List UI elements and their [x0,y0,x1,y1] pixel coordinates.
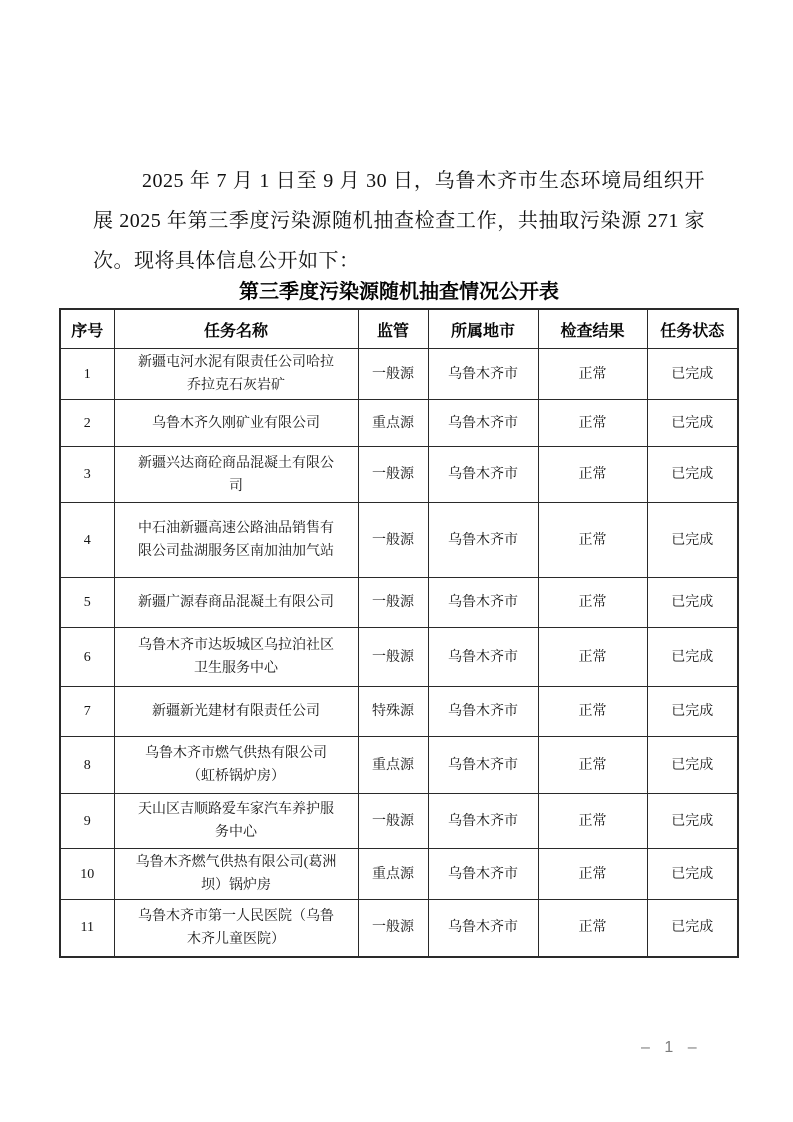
table-row [60,628,738,687]
cell-status: 已完成 [647,900,738,957]
table-row [60,349,738,400]
cell-task: 新疆兴达商砼商品混凝土有限公司 [114,447,358,503]
cell-city: 乌鲁木齐市 [428,849,538,900]
table-row [60,447,738,503]
cell-city: 乌鲁木齐市 [428,578,538,628]
cell-status: 已完成 [647,400,738,447]
cell-no: 2 [60,400,114,447]
cell-task: 乌鲁木齐市第一人民医院（乌鲁木齐儿童医院） [114,900,358,957]
cell-task: 新疆新光建材有限责任公司 [114,687,358,737]
cell-no: 6 [60,628,114,687]
cell-supervision: 一般源 [358,578,428,628]
cell-city: 乌鲁木齐市 [428,737,538,794]
cell-status: 已完成 [647,349,738,400]
cell-result: 正常 [538,578,647,628]
cell-supervision: 一般源 [358,447,428,503]
cell-result: 正常 [538,349,647,400]
table-row [60,737,738,794]
cell-result: 正常 [538,794,647,849]
column-header-result: 检查结果 [538,309,647,349]
cell-status: 已完成 [647,503,738,578]
cell-no: 4 [60,503,114,578]
cell-task: 乌鲁木齐市燃气供热有限公司（虹桥锅炉房） [114,737,358,794]
table-row [60,503,738,578]
cell-no: 7 [60,687,114,737]
table-row [60,687,738,737]
cell-result: 正常 [538,900,647,957]
cell-supervision: 一般源 [358,794,428,849]
cell-status: 已完成 [647,794,738,849]
cell-supervision: 特殊源 [358,687,428,737]
cell-city: 乌鲁木齐市 [428,349,538,400]
cell-city: 乌鲁木齐市 [428,503,538,578]
table-row [60,900,738,957]
column-header-status: 任务状态 [647,309,738,349]
cell-result: 正常 [538,447,647,503]
cell-no: 9 [60,794,114,849]
cell-city: 乌鲁木齐市 [428,400,538,447]
table-title: 第三季度污染源随机抽查情况公开表 [239,281,559,303]
cell-supervision: 一般源 [358,349,428,400]
cell-result: 正常 [538,628,647,687]
cell-supervision: 一般源 [358,503,428,578]
cell-result: 正常 [538,849,647,900]
cell-no: 10 [60,849,114,900]
cell-result: 正常 [538,503,647,578]
cell-supervision: 重点源 [358,400,428,447]
table-body [60,349,738,957]
cell-no: 3 [60,447,114,503]
cell-task: 中石油新疆高速公路油品销售有限公司盐湖服务区南加油加气站 [114,503,358,578]
cell-supervision: 一般源 [358,628,428,687]
cell-result: 正常 [538,687,647,737]
cell-city: 乌鲁木齐市 [428,628,538,687]
cell-no: 5 [60,578,114,628]
inspection-table [59,308,739,958]
table-header-row [60,309,738,349]
footer-page-number: – 1 – [641,1039,702,1056]
table-row [60,849,738,900]
table-row [60,400,738,447]
cell-task: 乌鲁木齐久刚矿业有限公司 [114,400,358,447]
cell-city: 乌鲁木齐市 [428,687,538,737]
cell-no: 11 [60,900,114,957]
cell-task: 新疆广源春商品混凝土有限公司 [114,578,358,628]
cell-city: 乌鲁木齐市 [428,900,538,957]
cell-city: 乌鲁木齐市 [428,794,538,849]
column-header-task: 任务名称 [114,309,358,349]
cell-no: 8 [60,737,114,794]
cell-supervision: 重点源 [358,737,428,794]
column-header-city: 所属地市 [428,309,538,349]
cell-result: 正常 [538,737,647,794]
cell-result: 正常 [538,400,647,447]
cell-task: 乌鲁木齐市达坂城区乌拉泊社区卫生服务中心 [114,628,358,687]
cell-no: 1 [60,349,114,400]
column-header-no: 序号 [60,309,114,349]
cell-status: 已完成 [647,447,738,503]
cell-status: 已完成 [647,628,738,687]
cell-status: 已完成 [647,737,738,794]
intro-paragraph: 2025 年 7 月 1 日至 9 月 30 日，乌鲁木齐市生态环境局组织开展 2025 年第三季度污染源随机抽查检查工作，共抽取污染源 271 家次。现将具体信息公开如下： [93,170,705,272]
cell-supervision: 一般源 [358,900,428,957]
cell-status: 已完成 [647,687,738,737]
cell-city: 乌鲁木齐市 [428,447,538,503]
cell-task: 新疆屯河水泥有限责任公司哈拉乔拉克石灰岩矿 [114,349,358,400]
cell-supervision: 重点源 [358,849,428,900]
cell-task: 天山区吉顺路爱车家汽车养护服务中心 [114,794,358,849]
table-row [60,578,738,628]
cell-status: 已完成 [647,578,738,628]
cell-status: 已完成 [647,849,738,900]
column-header-supervision: 监管 [358,309,428,349]
cell-task: 乌鲁木齐燃气供热有限公司(葛洲坝）锅炉房 [114,849,358,900]
table-row [60,794,738,849]
